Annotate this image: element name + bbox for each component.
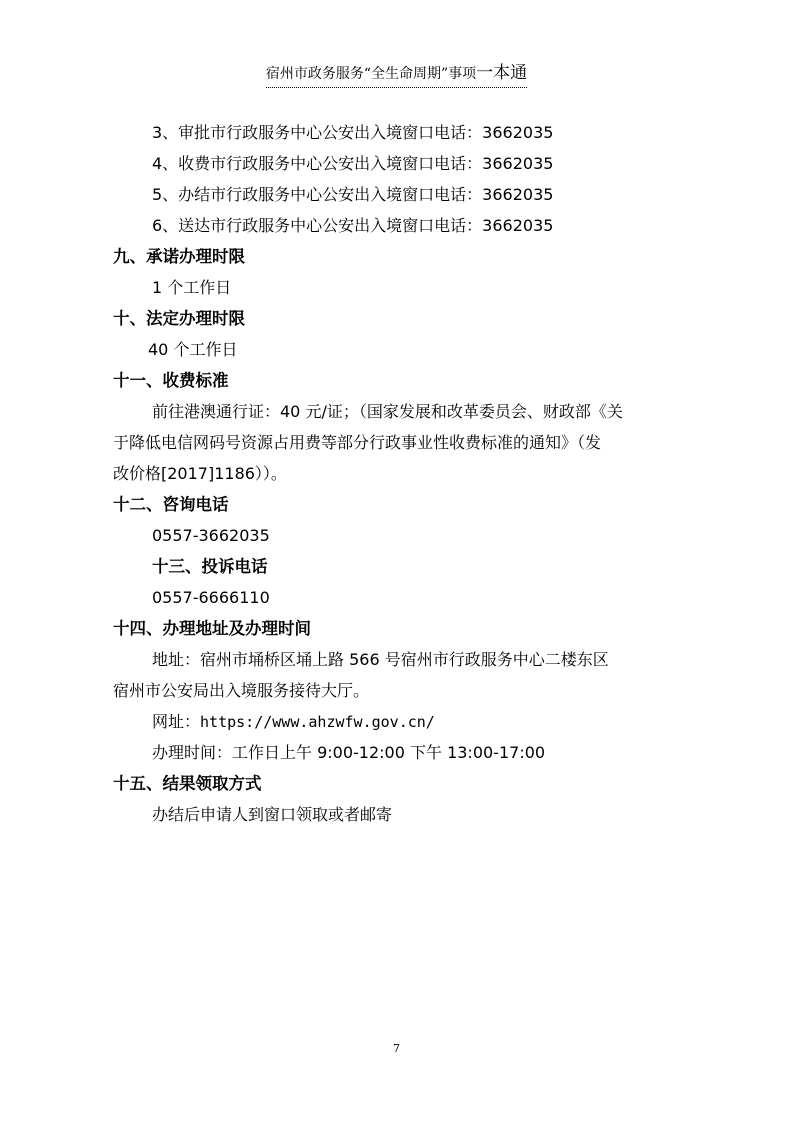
header-title-suffix: 一本通 xyxy=(476,63,528,83)
heading-address-hours: 十四、办理地址及办理时间 xyxy=(113,619,311,638)
website-url: https://www.ahzwfw.gov.cn/ xyxy=(200,713,435,731)
heading-complaint-phone: 十三、投诉电话 xyxy=(152,557,268,576)
heading-promise-time: 九、承诺办理时限 xyxy=(113,247,245,266)
address-line-2: 宿州市公安局出入境服务接待大厅。 xyxy=(113,681,370,700)
contact-line-approve: 3、审批市行政服务中心公安出入境窗口电话：3662035 xyxy=(152,123,554,142)
result-pickup-value: 办结后申请人到窗口领取或者邮寄 xyxy=(152,805,393,824)
complaint-phone-value: 0557-6666110 xyxy=(152,588,270,607)
office-hours: 办理时间：工作日上午 9:00-12:00 下午 13:00-17:00 xyxy=(152,743,546,762)
fee-line-1: 前往港澳通行证：40 元/证；（国家发展和改革委员会、财政部《关 xyxy=(152,402,623,421)
contact-line-fee: 4、收费市行政服务中心公安出入境窗口电话：3662035 xyxy=(152,154,554,173)
contact-line-deliver: 6、送达市行政服务中心公安出入境窗口电话：3662035 xyxy=(152,216,554,235)
contact-line-complete: 5、办结市行政服务中心公安出入境窗口电话：3662035 xyxy=(152,185,554,204)
page-number: 7 xyxy=(393,1042,400,1055)
heading-result-pickup: 十五、结果领取方式 xyxy=(113,774,262,793)
legal-time-value: 40 个工作日 xyxy=(148,340,238,359)
header-underline xyxy=(266,62,527,88)
heading-legal-time: 十、法定办理时限 xyxy=(113,309,245,328)
consult-phone-value: 0557-3662035 xyxy=(152,526,270,545)
website-label: 网址： xyxy=(152,712,201,731)
promise-time-value: 1 个工作日 xyxy=(152,278,232,297)
website-line xyxy=(152,711,435,733)
page-header xyxy=(0,62,793,88)
fee-line-2: 于降低电信网码号资源占用费等部分行政事业性收费标准的通知》（发 xyxy=(113,433,602,452)
address-line-1: 地址：宿州市埇桥区埇上路 566 号宿州市行政服务中心二楼东区 xyxy=(152,650,609,669)
heading-consult-phone: 十二、咨询电话 xyxy=(113,495,229,514)
header-title: 宿州市政务服务“全生命周期”事项 xyxy=(265,66,477,82)
heading-fee: 十一、收费标准 xyxy=(113,371,229,390)
fee-line-3: 改价格[2017]1186））。 xyxy=(113,464,287,483)
